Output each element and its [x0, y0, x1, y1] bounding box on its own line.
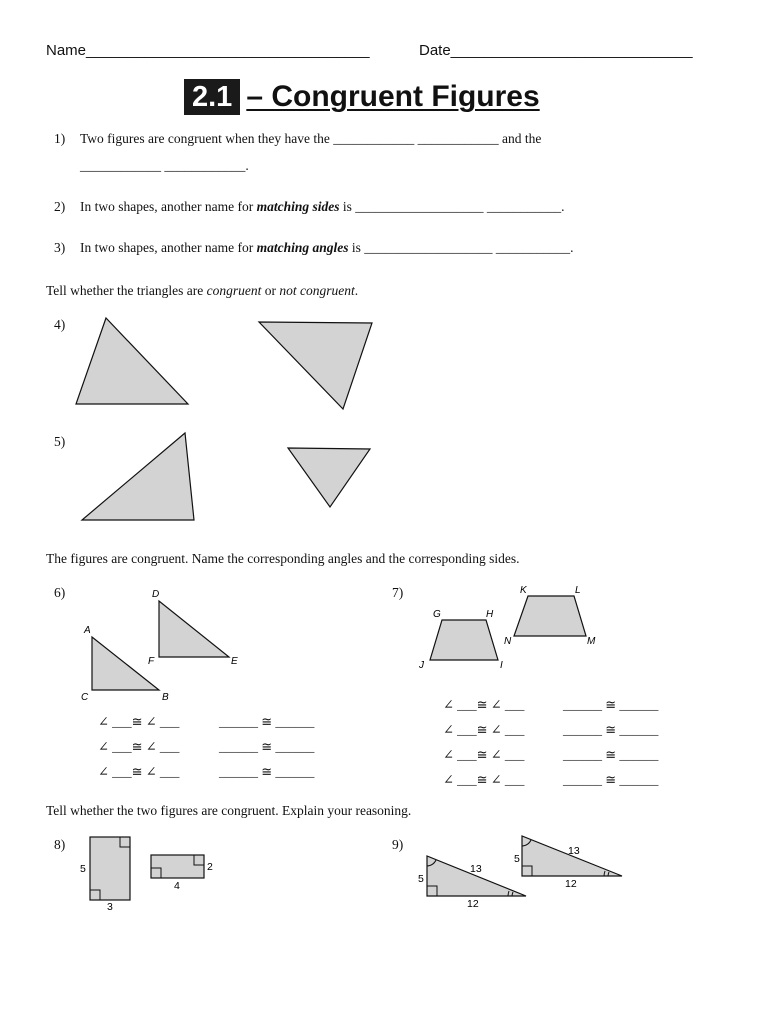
q9-tri1-base: 12 [467, 898, 479, 910]
name-field[interactable]: Name__________________________________ [46, 42, 370, 59]
q8-rect2-width: 4 [174, 880, 180, 892]
date-field[interactable]: Date_____________________________ [419, 42, 693, 59]
q8-rect1-height: 5 [80, 863, 86, 875]
title-number: 2.1 [184, 79, 240, 115]
section-corresponding-instructions: The figures are congruent. Name the corresponding angles and the corresponding sides. [46, 551, 520, 566]
q7-label-j: J [419, 660, 424, 671]
q7-side-blank-4[interactable]: ______ ≅ ______ [563, 772, 659, 787]
q8-number: 8) [54, 837, 66, 852]
q6-angle-blank-2[interactable]: ∠ ___≅ ∠ ___ [98, 739, 180, 754]
q7-label-i: I [500, 660, 503, 671]
section-explain-instructions: Tell whether the two figures are congruent. Explain your reasoning. [46, 803, 412, 818]
q3-number: 3) [54, 240, 66, 255]
q6-angle-blank-1[interactable]: ∠ ___≅ ∠ ___ [98, 714, 180, 729]
q7-angle-blank-1[interactable]: ∠ ___≅ ∠ ___ [443, 697, 525, 712]
q8-rect1-width: 3 [107, 901, 113, 913]
q8-rect2-height: 2 [207, 861, 213, 873]
q6-angle-blank-3[interactable]: ∠ ___≅ ∠ ___ [98, 764, 180, 779]
q6-label-a: A [84, 625, 91, 636]
q7-angle-blank-2[interactable]: ∠ ___≅ ∠ ___ [443, 722, 525, 737]
q9-tri2-leg: 5 [514, 853, 520, 865]
q3-text: In two shapes, another name for matching angles is ___________________ ___________. [80, 240, 574, 255]
q7-trapezoid-klmn [514, 596, 586, 636]
q9-tri1-leg: 5 [418, 873, 424, 885]
section-triangles-instructions: Tell whether the triangles are congruent or not congruent. [46, 283, 359, 298]
q6-label-c: C [81, 692, 89, 703]
q7-label-m: M [587, 636, 596, 647]
q1-line1: Two figures are congruent when they have the ____________ ____________ and the [80, 131, 542, 146]
q4-triangle-right [259, 322, 372, 409]
q6-triangle-def [159, 601, 229, 657]
q6-label-e: E [231, 656, 238, 667]
q5-number: 5) [54, 434, 66, 449]
q8-rectangle-tall [90, 837, 130, 900]
q7-side-blank-1[interactable]: ______ ≅ ______ [563, 697, 659, 712]
q7-side-blank-2[interactable]: ______ ≅ ______ [563, 722, 659, 737]
title-text: – Congruent Figures [246, 80, 540, 113]
q5-triangle-left [82, 433, 194, 520]
q1-line2: ____________ ____________. [80, 158, 249, 173]
q4-number: 4) [54, 317, 66, 332]
q9-triangle-lower [427, 856, 526, 896]
q4-triangle-left [76, 318, 188, 404]
q9-tri2-hyp: 13 [568, 845, 580, 857]
q7-side-blank-3[interactable]: ______ ≅ ______ [563, 747, 659, 762]
q9-tri2-base: 12 [565, 878, 577, 890]
q7-label-l: L [575, 585, 581, 596]
q7-number: 7) [392, 585, 404, 600]
q9-tri1-hyp: 13 [470, 863, 482, 875]
q8-rectangle-wide [151, 855, 204, 878]
q2-text: In two shapes, another name for matching sides is ___________________ ___________. [80, 199, 565, 214]
q7-label-n: N [504, 636, 512, 647]
q6-side-blank-1[interactable]: ______ ≅ ______ [219, 714, 315, 729]
q6-label-d: D [152, 589, 160, 600]
q6-side-blank-3[interactable]: ______ ≅ ______ [219, 764, 315, 779]
q7-angle-blank-3[interactable]: ∠ ___≅ ∠ ___ [443, 747, 525, 762]
q7-label-h: H [486, 609, 494, 620]
q7-angle-blank-4[interactable]: ∠ ___≅ ∠ ___ [443, 772, 525, 787]
q7-label-k: K [520, 585, 527, 596]
q5-triangle-right [288, 448, 370, 507]
q6-side-blank-2[interactable]: ______ ≅ ______ [219, 739, 315, 754]
q6-label-b: B [162, 692, 169, 703]
q7-trapezoid-ghij [430, 620, 498, 660]
q7-label-g: G [433, 609, 441, 620]
q9-number: 9) [392, 837, 404, 852]
q6-label-f: F [148, 656, 155, 667]
q6-number: 6) [54, 585, 66, 600]
q2-number: 2) [54, 199, 66, 214]
q1-number: 1) [54, 131, 66, 146]
